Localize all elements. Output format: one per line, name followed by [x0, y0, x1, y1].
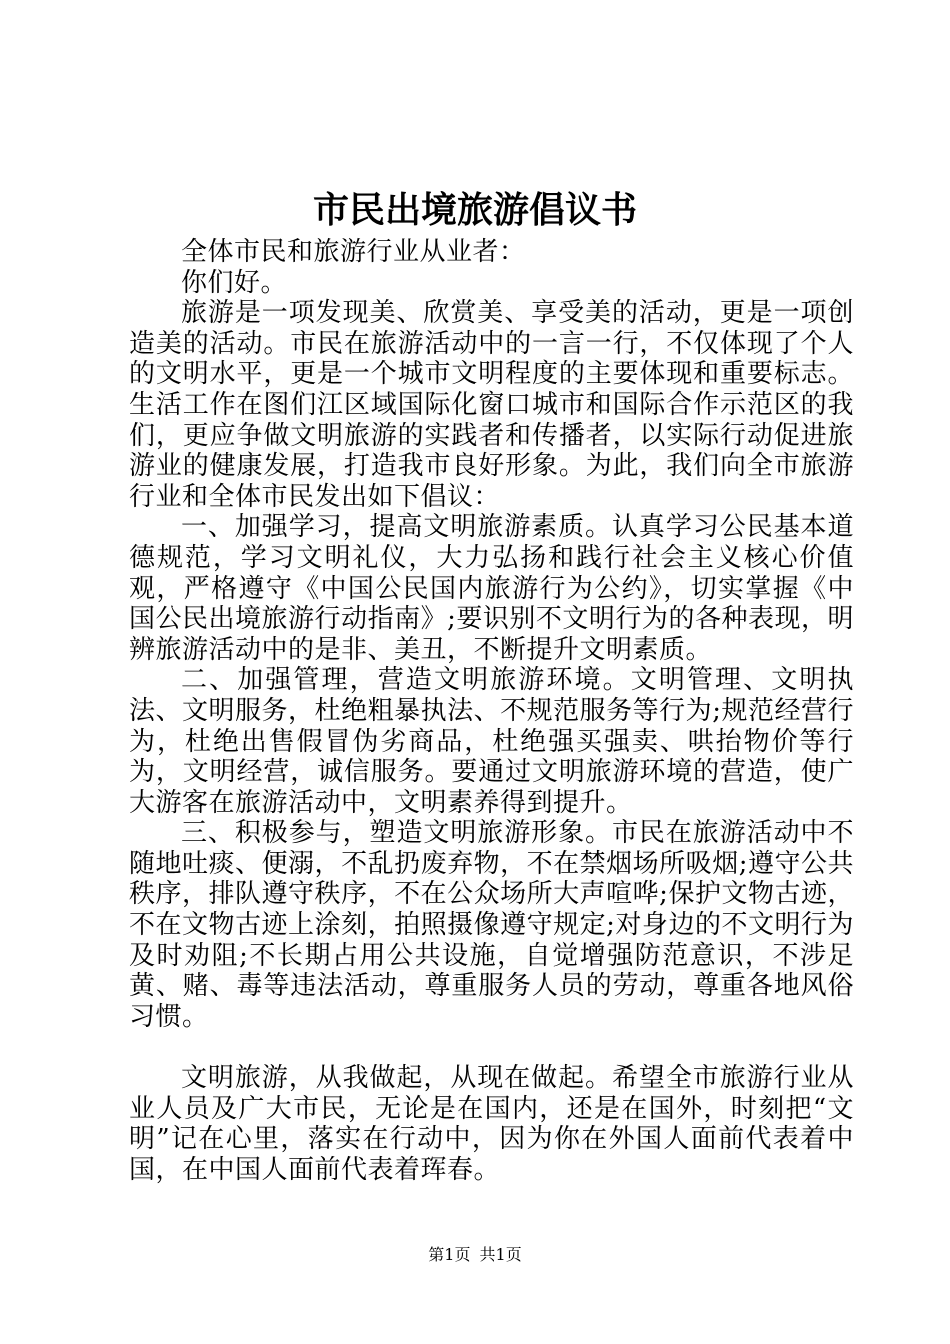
closing-paragraph: 文明旅游，从我做起，从现在做起。希望全市旅游行业从业人员及广大市民，无论是在国内，还是在国外，时刻把“文明”记在心里，落实在行动中，因为你在外国人面前代表着中国，在中国人面前代表着珲春。 [129, 1063, 854, 1185]
proposal-two-paragraph: 二、加强管理，营造文明旅游环境。文明管理、文明执法、文明服务，杜绝粗暴执法、不规范服务等行为;规范经营行为，杜绝出售假冒伪劣商品，杜绝强买强卖、哄抬物价等行为，文明经营，诚信服务。要通过文明旅游环境的营造，使广大游客在旅游活动中，文明素养得到提升。 [129, 665, 854, 818]
page-number: 第1页 [428, 1245, 471, 1264]
greeting: 你们好。 [181, 267, 288, 298]
paragraph-spacer [129, 1032, 854, 1063]
document-body [129, 237, 854, 1185]
salutation: 全体市民和旅游行业从业者： [181, 237, 526, 267]
proposal-three-paragraph: 三、积极参与，塑造文明旅游形象。市民在旅游活动中不随地吐痰、便溺，不乱扔废弃物，不在禁烟场所吸烟;遵守公共秩序，排队遵守秩序，不在公众场所大声喧哗;保护文物古迹，不在文物古迹上涂刻，拍照摄像遵守规定;对身边的不文明行为及时劝阻;不长期占用公共设施，自觉增强防范意识，不涉足黄、赌、毒等违法活动，尊重服务人员的劳动，尊重各地风俗习惯。 [129, 818, 854, 1032]
proposal-one-paragraph: 一、加强学习，提高文明旅游素质。认真学习公民基本道德规范，学习文明礼仪，大力弘扬和践行社会主义核心价值观，严格遵守《中国公民国内旅游行为公约》，切实掌握《中国公民出境旅游行动指南》;要识别不文明行为的各种表现，明辨旅游活动中的是非、美丑，不断提升文明素质。 [129, 512, 854, 665]
intro-paragraph: 旅游是一项发现美、欣赏美、享受美的活动，更是一项创造美的活动。市民在旅游活动中的一言一行，不仅体现了个人的文明水平，更是一个城市文明程度的主要体现和重要标志。生活工作在图们江区域国际化窗口城市和国际合作示范区的我们，更应争做文明旅游的实践者和传播者，以实际行动促进旅游业的健康发展，打造我市良好形象。为此，我们向全市旅游行业和全体市民发出如下倡议： [129, 298, 854, 512]
document-title: 市民出境旅游倡议书 [312, 189, 637, 231]
page-total: 共1页 [479, 1245, 522, 1264]
page-footer [0, 1244, 950, 1266]
